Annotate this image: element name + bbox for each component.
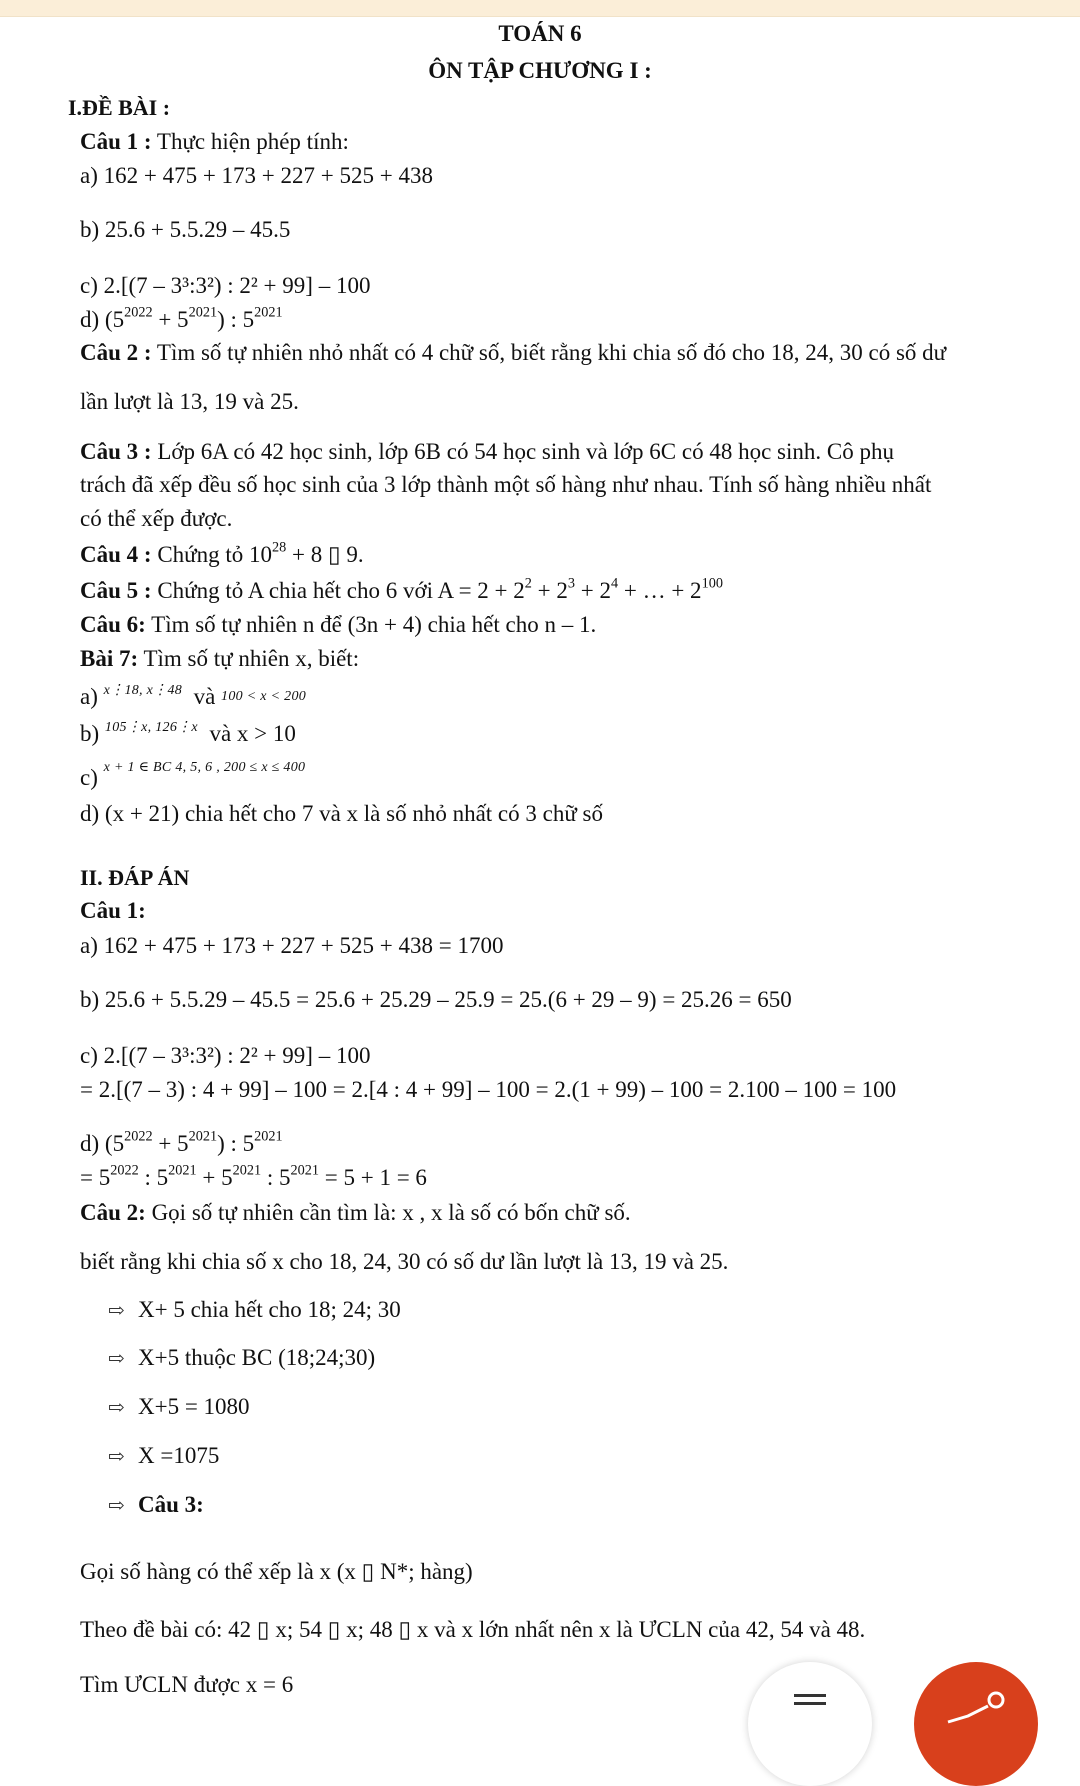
problem-7: Bài 7: Tìm số tự nhiên x, biết: <box>80 646 360 671</box>
answer-2-label: Câu 2: <box>80 1200 146 1225</box>
arrow-right-icon: ⇨ <box>108 1397 125 1419</box>
trend-line-icon <box>944 1686 1008 1726</box>
answer-2-cont: biết rằng khi chia số x cho 18, 24, 30 có số dư lần lượt là 13, 19 và 25. <box>80 1249 729 1274</box>
answer-2-step-2: ⇨ X+5 thuộc BC (18;24;30) <box>108 1344 375 1373</box>
question-4: Câu 4 : Chứng tỏ $10^{28} + 8$ ▯ 9. <box>80 539 364 567</box>
answer-3-line-3: Tìm ƯCLN được x = 6 <box>80 1672 294 1697</box>
chart-floating-button[interactable] <box>914 1662 1038 1786</box>
menu-floating-button[interactable] <box>748 1662 872 1786</box>
question-1d: d) $(5^{2022} + 5^{2021})$ : $5^{2021}$ <box>80 304 283 332</box>
question-1b: b) 25.6 + 5.5.29 – 45.5 <box>80 217 291 242</box>
problem-7-label: Bài 7: <box>80 646 139 671</box>
answer-2-step-3: ⇨ X+5 = 1080 <box>108 1393 250 1422</box>
question-4-label: Câu 4 : <box>80 542 152 567</box>
question-3-label: Câu 3 : <box>80 439 152 464</box>
document-subject: TOÁN 6 <box>498 21 582 46</box>
document-chapter-title: ÔN TẬP CHƯƠNG I : <box>428 58 652 83</box>
question-5: Câu 5 : Chứng tỏ A chia hết cho 6 với $A = 2 + 2^2 + 2^3 + 2^4$ + … + $2^{100}$ <box>80 575 723 603</box>
menu-lines-icon <box>792 1692 828 1716</box>
answer-1c: c) 2.[(7 – 3³:3²) : 2² + 99] – 100 <box>80 1043 371 1068</box>
answer-3-line-1: Gọi số hàng có thể xếp là x (x ▯ N*; hàng) <box>80 1559 473 1584</box>
answer-2-step-1: ⇨ X+ 5 chia hết cho 18; 24; 30 <box>108 1296 401 1325</box>
question-1-label: Câu 1 : <box>80 129 152 154</box>
question-1c: c) 2.[(7 – 3³:3²) : 2² + 99] – 100 <box>80 273 371 298</box>
problem-7c: c) $^{x + 1 \in BC 4, 5, 6 , 200 \le x \le 400}$ <box>80 760 306 790</box>
answer-1d-cont: = $5^{2022}$ : $5^{2021} + 5^{2021}$ : $5^{2021} = 5 + 1 = 6$ <box>80 1162 427 1190</box>
question-1: Câu 1 : Thực hiện phép tính: <box>80 129 349 154</box>
question-6-label: Câu 6: <box>80 612 146 637</box>
question-6: Câu 6: Tìm số tự nhiên n để (3n + 4) chia hết cho n – 1. <box>80 612 597 637</box>
question-2-cont: lần lượt là 13, 19 và 25. <box>80 389 299 414</box>
answer-3-label: ⇨ Câu 3: <box>108 1491 204 1520</box>
arrow-right-icon: ⇨ <box>108 1300 125 1322</box>
question-3-cont-2: có thể xếp được. <box>80 506 233 531</box>
question-2: Câu 2 : Tìm số tự nhiên nhỏ nhất có 4 chữ số, biết rằng khi chia số đó cho 18, 24, 30 có số dư <box>80 340 947 365</box>
question-5-label: Câu 5 : <box>80 578 152 603</box>
question-2-label: Câu 2 : <box>80 340 152 365</box>
arrow-right-icon: ⇨ <box>108 1348 125 1370</box>
answer-1b: b) 25.6 + 5.5.29 – 45.5 = 25.6 + 25.29 – 25.9 = 25.(6 + 29 – 9) = 25.26 = 650 <box>80 987 792 1012</box>
problem-7a: a) $^{x⋮18, x⋮48}$ và 100 < x < 200 <box>80 683 307 709</box>
answers-section-title: II. ĐÁP ÁN <box>80 865 190 890</box>
problem-7d: d) (x + 21) chia hết cho 7 và x là số nhỏ nhất có 3 chữ số <box>80 801 604 826</box>
problems-section-title: I.ĐỀ BÀI : <box>68 95 171 120</box>
question-3-cont-1: trách đã xếp đều số học sinh của 3 lớp thành một số hàng như nhau. Tính số hàng nhiều nhất <box>80 472 932 497</box>
problem-7b: b) $^{105⋮x, 126⋮x}$ và x > 10 <box>80 720 296 746</box>
answer-2: Câu 2: Gọi số tự nhiên cần tìm là: x , x là số có bốn chữ số. <box>80 1200 631 1225</box>
question-1a: a) 162 + 475 + 173 + 227 + 525 + 438 <box>80 163 433 188</box>
top-status-bar <box>0 0 1080 17</box>
answer-1c-cont: = 2.[(7 – 3) : 4 + 99] – 100 = 2.[4 : 4 + 99] – 100 = 2.(1 + 99) – 100 = 2.100 – 100 = 100 <box>80 1077 897 1102</box>
answer-2-step-4: ⇨ X =1075 <box>108 1442 219 1471</box>
arrow-right-icon: ⇨ <box>108 1495 125 1517</box>
answer-1d: d) $(5^{2022} + 5^{2021})$ : $5^{2021}$ <box>80 1128 283 1156</box>
answer-1-label: Câu 1: <box>80 898 146 923</box>
answer-3-line-2: Theo đề bài có: 42 ▯ x; 54 ▯ x; 48 ▯ x và x lớn nhất nên x là ƯCLN của 42, 54 và 48. <box>80 1617 866 1642</box>
answer-1a: a) 162 + 475 + 173 + 227 + 525 + 438 = 1700 <box>80 933 504 958</box>
question-3: Câu 3 : Lớp 6A có 42 học sinh, lớp 6B có 54 học sinh và lớp 6C có 48 học sinh. Cô phụ <box>80 439 894 464</box>
arrow-right-icon: ⇨ <box>108 1446 125 1468</box>
